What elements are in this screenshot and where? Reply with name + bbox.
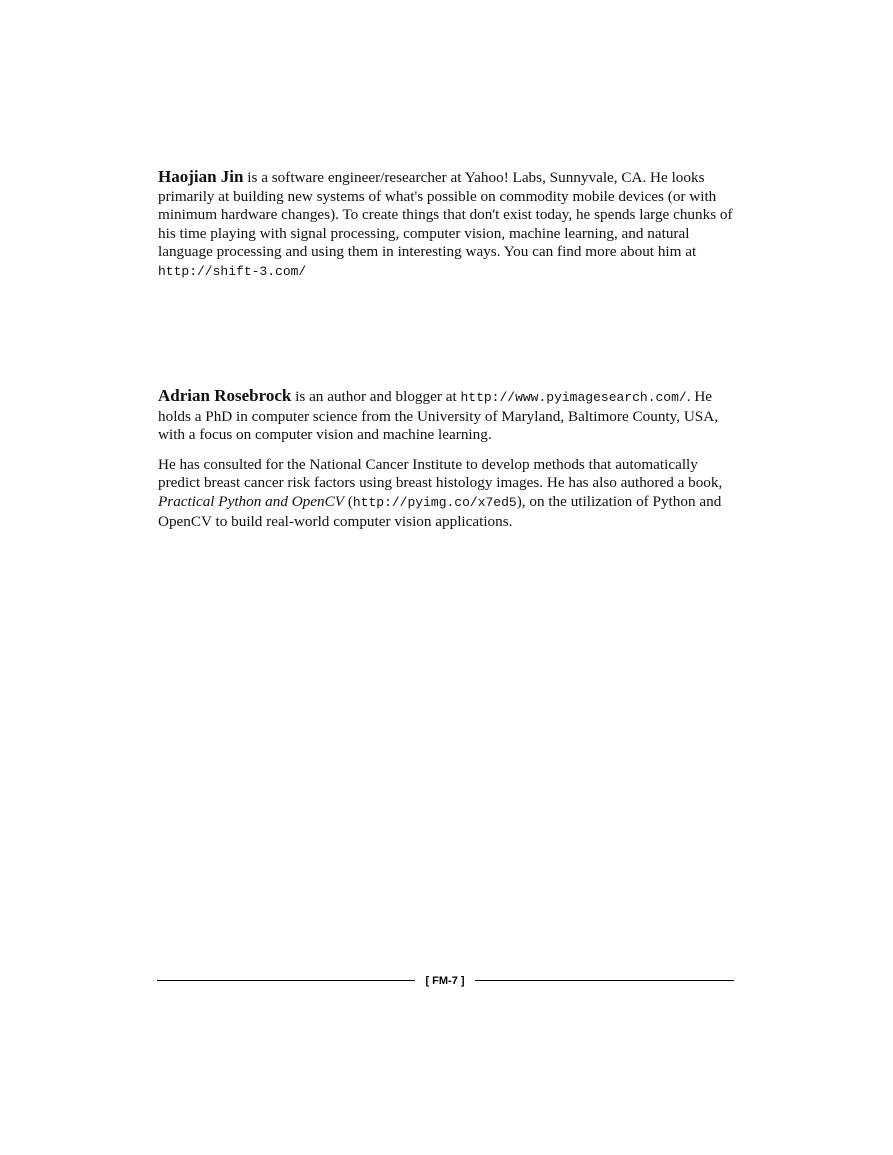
author-url-link[interactable]: http://www.pyimagesearch.com/ <box>460 390 687 405</box>
bio-paragraph <box>158 387 738 445</box>
bio-paragraph <box>158 168 738 282</box>
bio-text: . He holds a PhD in computer science from the University of Maryland, Baltimore County, USA, with a focus on computer vision and machine learning. <box>158 388 719 444</box>
bio-text: He has consulted for the National Cancer Institute to develop methods that automatically predict breast cancer risk factors using breast histology images. He has also authored a book, <box>158 455 723 492</box>
bio-text: is a software engineer/researcher at Yahoo! Labs, Sunnyvale, CA. He looks primarily at building new systems of what's possible on commodity mobile devices (or with minimum hardware changes). To create things that don't exist today, he spends large chunks of his time playing with signal processing, computer vision, machine learning, and natural language processing and using them in interesting ways. You can find more about him at <box>158 169 733 261</box>
page-footer <box>157 972 734 990</box>
bio-haojian-jin <box>158 168 738 282</box>
bio-text: ( <box>344 492 353 510</box>
book-url-link[interactable]: http://pyimg.co/x7ed5 <box>352 494 517 510</box>
footer-rule-left <box>157 980 415 981</box>
author-url-link[interactable]: http://shift-3.com/ <box>158 263 307 279</box>
book-title: Practical Python and OpenCV <box>158 492 345 510</box>
author-name: Adrian Rosebrock <box>158 386 292 405</box>
bio-paragraph <box>158 456 738 531</box>
bio-text: is an author and blogger at <box>291 388 461 405</box>
bio-text: ), on the utilization of Python and OpenCV to build real-world computer vision applications. <box>158 492 722 530</box>
page-number: [ FM-7 ] <box>425 975 465 987</box>
bio-adrian-rosebrock <box>158 387 738 531</box>
footer-rule-right <box>475 980 734 981</box>
author-name: Haojian Jin <box>158 167 244 186</box>
